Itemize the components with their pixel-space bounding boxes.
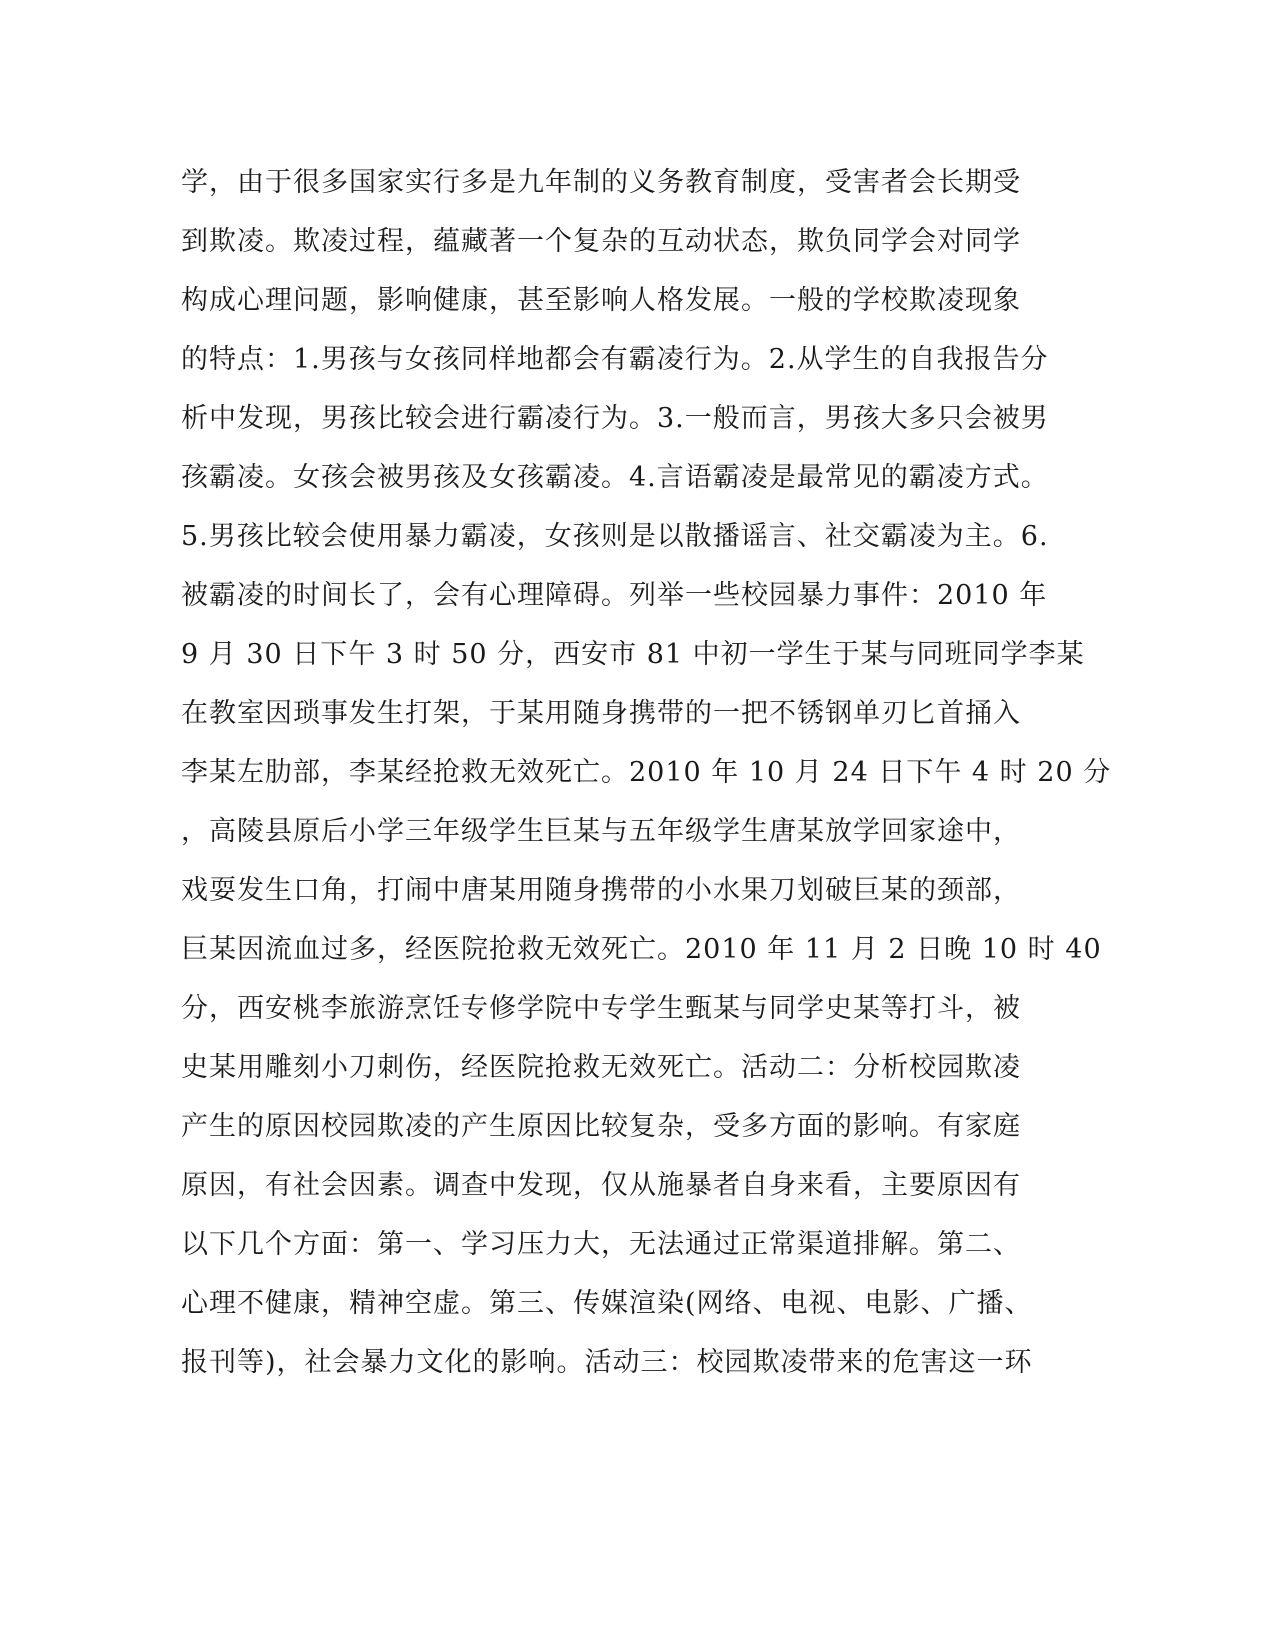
text-line: 到欺凌。欺凌过程，蕴藏著一个复杂的互动状态，欺负同学会对同学 bbox=[181, 226, 1021, 257]
text-line: 史某用雕刻小刀刺伤，经医院抢救无效死亡。活动二：分析校园欺凌 bbox=[181, 1052, 1021, 1083]
text-line: 被霸凌的时间长了，会有心理障碍。列举一些校园暴力事件：2010 年 bbox=[181, 580, 1048, 611]
text-line: 构成心理问题，影响健康，甚至影响人格发展。一般的学校欺凌现象 bbox=[181, 285, 1021, 316]
text-line: 5.男孩比较会使用暴力霸凌，女孩则是以散播谣言、社交霸凌为主。6. bbox=[181, 521, 1049, 552]
text-line: 产生的原因校园欺凌的产生原因比较复杂，受多方面的影响。有家庭 bbox=[181, 1111, 1021, 1142]
text-line: 9 月 30 日下午 3 时 50 分，西安市 81 中初一学生于某与同班同学李某 bbox=[181, 639, 1085, 670]
text-line: 在教室因琐事发生打架，于某用随身携带的一把不锈钢单刃匕首捅入 bbox=[181, 698, 1021, 729]
text-line: 李某左肋部，李某经抢救无效死亡。2010 年 10 月 24 日下午 4 时 20 分 bbox=[181, 757, 1112, 788]
text-line: 分，西安桃李旅游烹饪专修学院中专学生甄某与同学史某等打斗，被 bbox=[181, 993, 1021, 1024]
text-line: 孩霸凌。女孩会被男孩及女孩霸凌。4.言语霸凌是最常见的霸凌方式。 bbox=[181, 462, 1049, 493]
text-line: 析中发现，男孩比较会进行霸凌行为。3.一般而言，男孩大多只会被男 bbox=[181, 403, 1049, 434]
text-line: 报刊等)，社会暴力文化的影响。活动三：校园欺凌带来的危害这一环 bbox=[181, 1347, 1033, 1378]
text-line: 巨某因流血过多，经医院抢救无效死亡。2010 年 11 月 2 日晚 10 时 40 bbox=[181, 934, 1102, 965]
body-text bbox=[181, 153, 1112, 1392]
text-line: 原因，有社会因素。调查中发现，仅从施暴者自身来看，主要原因有 bbox=[181, 1170, 1021, 1201]
text-line: ，高陵县原后小学三年级学生巨某与五年级学生唐某放学回家途中， bbox=[181, 816, 1021, 847]
text-line: 戏耍发生口角，打闹中唐某用随身携带的小水果刀划破巨某的颈部， bbox=[181, 875, 1021, 906]
text-line: 以下几个方面：第一、学习压力大，无法通过正常渠道排解。第二、 bbox=[181, 1229, 1021, 1260]
text-line: 学，由于很多国家实行多是九年制的义务教育制度，受害者会长期受 bbox=[181, 167, 1021, 198]
text-line: 心理不健康，精神空虚。第三、传媒渲染(网络、电视、电影、广播、 bbox=[181, 1288, 1033, 1319]
text-line: 的特点：1.男孩与女孩同样地都会有霸凌行为。2.从学生的自我报告分 bbox=[181, 344, 1049, 375]
